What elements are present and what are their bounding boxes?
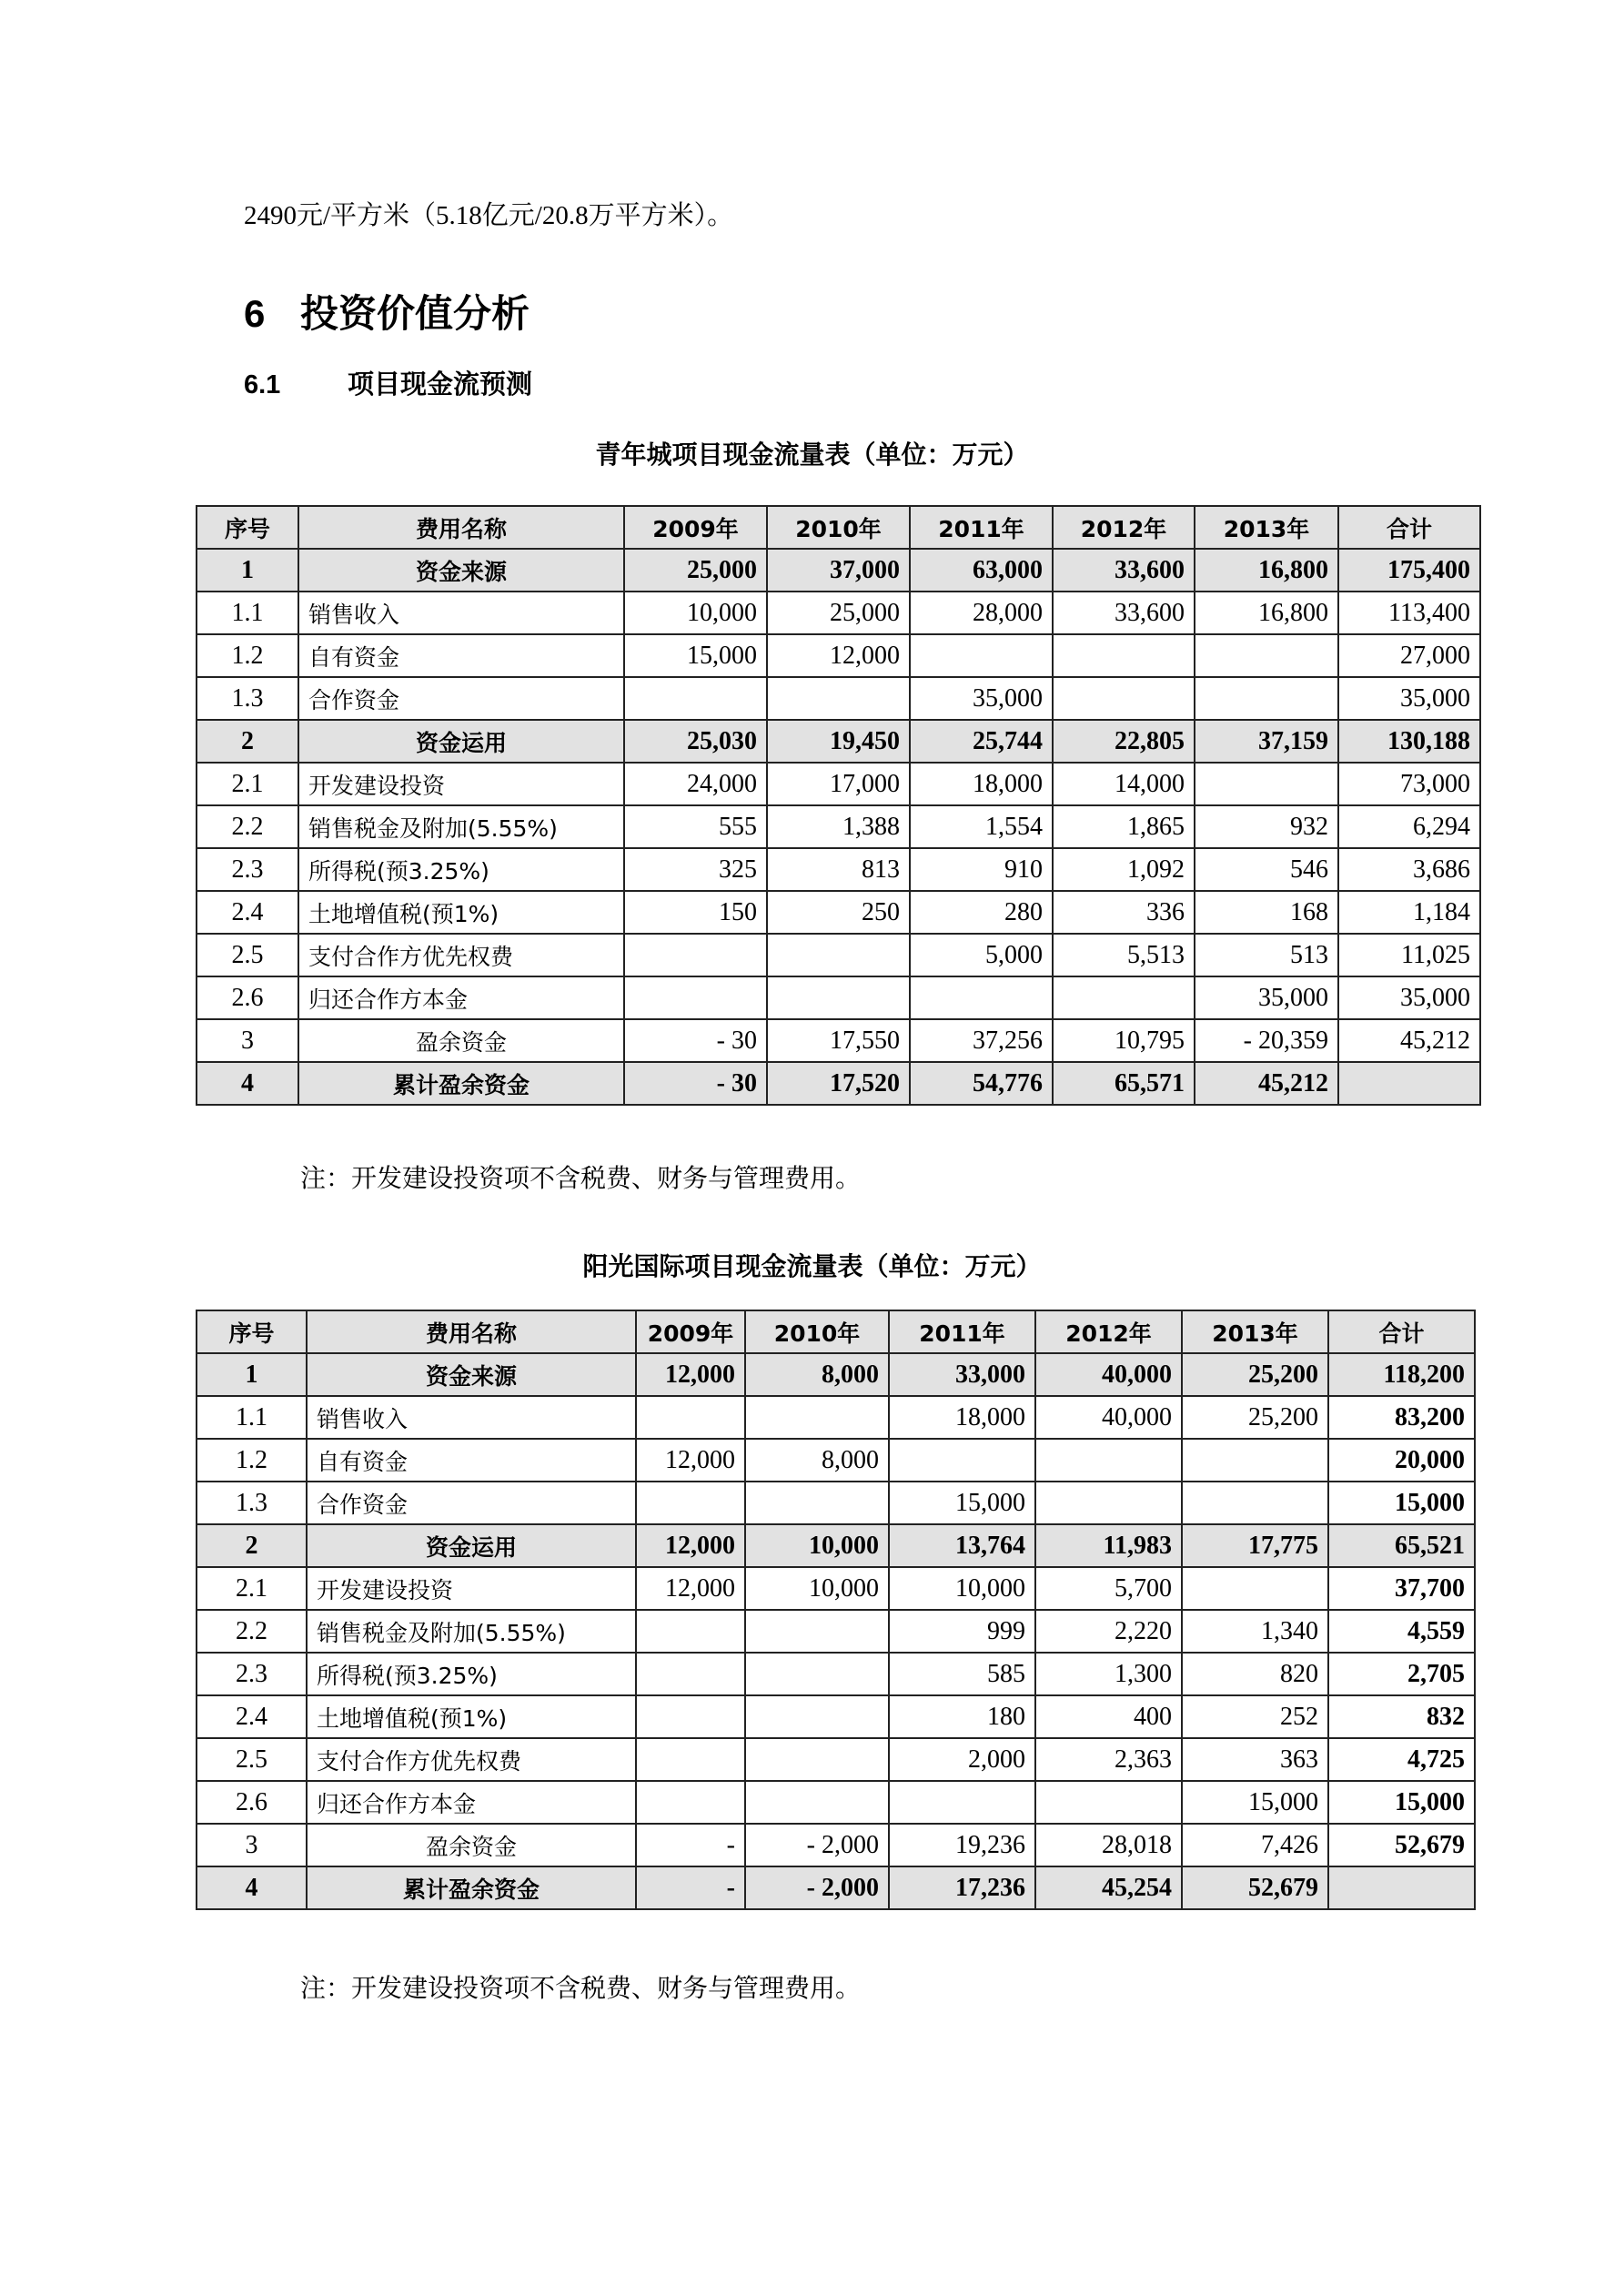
table-row (197, 549, 1480, 592)
value-cell (624, 976, 767, 1019)
item-name: 累计盈余资金 (298, 1062, 624, 1105)
value-cell: - 30 (624, 1062, 767, 1105)
item-name: 盈余资金 (307, 1824, 636, 1866)
row-number: 2 (197, 1524, 307, 1567)
value-cell: 999 (889, 1610, 1035, 1653)
row-number: 1.3 (197, 1482, 307, 1524)
value-cell: 4,559 (1328, 1610, 1475, 1653)
item-name: 所得税(预3.25%) (298, 848, 624, 891)
column-header: 费用名称 (298, 506, 624, 549)
value-cell: 3,686 (1338, 848, 1480, 891)
value-cell: 10,000 (889, 1567, 1035, 1610)
item-name: 合作资金 (307, 1482, 636, 1524)
column-header: 2011年 (889, 1310, 1035, 1353)
value-cell (889, 1439, 1035, 1482)
value-cell: 336 (1053, 891, 1195, 934)
row-number: 1.3 (197, 677, 298, 720)
value-cell: 932 (1195, 805, 1338, 848)
item-name: 销售收入 (307, 1396, 636, 1439)
value-cell: 15,000 (624, 634, 767, 677)
value-cell (636, 1695, 745, 1738)
value-cell: 10,795 (1053, 1019, 1195, 1062)
table-row (197, 1482, 1475, 1524)
column-header: 2010年 (767, 506, 910, 549)
row-number: 4 (197, 1062, 298, 1105)
table-row (197, 1524, 1475, 1567)
table-row (197, 1610, 1475, 1653)
value-cell: 1,554 (910, 805, 1053, 848)
value-cell: 73,000 (1338, 763, 1480, 805)
value-cell: 16,800 (1195, 549, 1338, 592)
value-cell (1182, 1567, 1328, 1610)
item-name: 资金来源 (307, 1353, 636, 1396)
row-number: 1 (197, 1353, 307, 1396)
row-number: 2.5 (197, 934, 298, 976)
value-cell: 5,513 (1053, 934, 1195, 976)
row-number: 2.3 (197, 1653, 307, 1695)
item-name: 销售收入 (298, 592, 624, 634)
value-cell: 2,000 (889, 1738, 1035, 1781)
table-row (197, 1824, 1475, 1866)
value-cell: 4,725 (1328, 1738, 1475, 1781)
value-cell: 8,000 (745, 1353, 889, 1396)
value-cell: 33,000 (889, 1353, 1035, 1396)
value-cell: 17,000 (767, 763, 910, 805)
value-cell (910, 976, 1053, 1019)
value-cell: - 2,000 (745, 1824, 889, 1866)
table-header-row (197, 1310, 1475, 1353)
item-name: 土地增值税(预1%) (307, 1695, 636, 1738)
item-name: 自有资金 (298, 634, 624, 677)
value-cell: 12,000 (636, 1524, 745, 1567)
column-header: 2013年 (1195, 506, 1338, 549)
value-cell: 35,000 (1338, 677, 1480, 720)
row-number: 2.1 (197, 1567, 307, 1610)
value-cell: 35,000 (1338, 976, 1480, 1019)
value-cell (745, 1653, 889, 1695)
value-cell: 15,000 (889, 1482, 1035, 1524)
row-number: 2.5 (197, 1738, 307, 1781)
table-row (197, 1567, 1475, 1610)
value-cell (1182, 1439, 1328, 1482)
value-cell (745, 1610, 889, 1653)
value-cell: 25,744 (910, 720, 1053, 763)
table-title-2: 阳光国际项目现金流量表（单位：万元） (582, 1251, 1042, 1281)
value-cell: 910 (910, 848, 1053, 891)
value-cell (745, 1781, 889, 1824)
value-cell: 5,700 (1035, 1567, 1182, 1610)
value-cell: 832 (1328, 1695, 1475, 1738)
value-cell (636, 1781, 745, 1824)
item-name: 土地增值税(预1%) (298, 891, 624, 934)
item-name: 所得税(预3.25%) (307, 1653, 636, 1695)
value-cell: 35,000 (910, 677, 1053, 720)
value-cell: 18,000 (910, 763, 1053, 805)
table-row (197, 720, 1480, 763)
value-cell: - 30 (624, 1019, 767, 1062)
cashflow-table-yangguangguoji (196, 1310, 1476, 1910)
value-cell: 25,200 (1182, 1396, 1328, 1439)
value-cell (1195, 763, 1338, 805)
value-cell (624, 934, 767, 976)
column-header: 序号 (197, 1310, 307, 1353)
row-number: 2.2 (197, 805, 298, 848)
row-number: 1.1 (197, 592, 298, 634)
column-header: 2011年 (910, 506, 1053, 549)
value-cell (745, 1695, 889, 1738)
value-cell: 54,776 (910, 1062, 1053, 1105)
table-row (197, 1353, 1475, 1396)
column-header: 费用名称 (307, 1310, 636, 1353)
section-title: 投资价值分析 (300, 291, 530, 336)
value-cell: 45,254 (1035, 1866, 1182, 1909)
item-name: 归还合作方本金 (307, 1781, 636, 1824)
table-row (197, 1738, 1475, 1781)
value-cell: 130,188 (1338, 720, 1480, 763)
value-cell (636, 1653, 745, 1695)
value-cell: - (636, 1824, 745, 1866)
value-cell: 19,236 (889, 1824, 1035, 1866)
value-cell (1035, 1781, 1182, 1824)
value-cell: 280 (910, 891, 1053, 934)
value-cell: 19,450 (767, 720, 910, 763)
item-name: 开发建设投资 (298, 763, 624, 805)
value-cell: 24,000 (624, 763, 767, 805)
value-cell: 25,200 (1182, 1353, 1328, 1396)
cashflow-table-qingniancheng (196, 505, 1481, 1106)
intro-line: 2490元/平方米（5.18亿元/20.8万平方米）。 (244, 201, 734, 230)
row-number: 2.3 (197, 848, 298, 891)
value-cell (636, 1482, 745, 1524)
value-cell: 250 (767, 891, 910, 934)
row-number: 4 (197, 1866, 307, 1909)
value-cell: 15,000 (1182, 1781, 1328, 1824)
section-number: 6 (244, 292, 266, 335)
value-cell: 363 (1182, 1738, 1328, 1781)
value-cell: 12,000 (767, 634, 910, 677)
value-cell (1035, 1439, 1182, 1482)
column-header: 2009年 (636, 1310, 745, 1353)
row-number: 2.1 (197, 763, 298, 805)
value-cell: 252 (1182, 1695, 1328, 1738)
item-name: 归还合作方本金 (298, 976, 624, 1019)
subsection-heading (244, 364, 532, 401)
value-cell (1338, 1062, 1480, 1105)
column-header: 2012年 (1035, 1310, 1182, 1353)
value-cell: 2,220 (1035, 1610, 1182, 1653)
value-cell: 12,000 (636, 1439, 745, 1482)
value-cell (745, 1482, 889, 1524)
value-cell: 28,018 (1035, 1824, 1182, 1866)
value-cell: - (636, 1866, 745, 1909)
value-cell (1195, 634, 1338, 677)
value-cell: - 2,000 (745, 1866, 889, 1909)
item-name: 资金运用 (298, 720, 624, 763)
value-cell: 11,983 (1035, 1524, 1182, 1567)
value-cell: 40,000 (1035, 1396, 1182, 1439)
value-cell: 17,236 (889, 1866, 1035, 1909)
value-cell: 1,388 (767, 805, 910, 848)
column-header: 2010年 (745, 1310, 889, 1353)
value-cell: 1,184 (1338, 891, 1480, 934)
value-cell: - 20,359 (1195, 1019, 1338, 1062)
item-name: 资金运用 (307, 1524, 636, 1567)
item-name: 盈余资金 (298, 1019, 624, 1062)
table-row (197, 805, 1480, 848)
table-row (197, 1439, 1475, 1482)
value-cell: 513 (1195, 934, 1338, 976)
table-row (197, 891, 1480, 934)
table-row (197, 1781, 1475, 1824)
value-cell: 45,212 (1195, 1062, 1338, 1105)
value-cell (767, 934, 910, 976)
value-cell (1195, 677, 1338, 720)
value-cell: 113,400 (1338, 592, 1480, 634)
value-cell: 33,600 (1053, 549, 1195, 592)
value-cell: 12,000 (636, 1567, 745, 1610)
value-cell: 28,000 (910, 592, 1053, 634)
table-header-row (197, 506, 1480, 549)
value-cell: 2,705 (1328, 1653, 1475, 1695)
value-cell: 585 (889, 1653, 1035, 1695)
table-row (197, 1019, 1480, 1062)
value-cell: 37,000 (767, 549, 910, 592)
column-header: 2009年 (624, 506, 767, 549)
value-cell: 180 (889, 1695, 1035, 1738)
row-number: 3 (197, 1824, 307, 1866)
value-cell: 25,000 (767, 592, 910, 634)
table-note-2: 注：开发建设投资项不含税费、财务与管理费用。 (300, 1975, 862, 2003)
value-cell: 52,679 (1328, 1824, 1475, 1866)
value-cell: 18,000 (889, 1396, 1035, 1439)
value-cell: 150 (624, 891, 767, 934)
table-row (197, 1062, 1480, 1105)
value-cell: 5,000 (910, 934, 1053, 976)
value-cell: 15,000 (1328, 1781, 1475, 1824)
value-cell: 25,030 (624, 720, 767, 763)
column-header: 序号 (197, 506, 298, 549)
value-cell: 17,775 (1182, 1524, 1328, 1567)
value-cell (767, 976, 910, 1019)
value-cell: 52,679 (1182, 1866, 1328, 1909)
table-title-1: 青年城项目现金流量表（单位：万元） (595, 440, 1029, 470)
value-cell: 175,400 (1338, 549, 1480, 592)
value-cell: 8,000 (745, 1439, 889, 1482)
table-row (197, 848, 1480, 891)
item-name: 累计盈余资金 (307, 1866, 636, 1909)
value-cell: 10,000 (745, 1567, 889, 1610)
table-row (197, 976, 1480, 1019)
value-cell: 37,700 (1328, 1567, 1475, 1610)
item-name: 销售税金及附加(5.55%) (307, 1610, 636, 1653)
value-cell: 1,340 (1182, 1610, 1328, 1653)
value-cell: 813 (767, 848, 910, 891)
value-cell: 17,550 (767, 1019, 910, 1062)
value-cell (1053, 677, 1195, 720)
value-cell: 10,000 (624, 592, 767, 634)
value-cell: 400 (1035, 1695, 1182, 1738)
row-number: 2.4 (197, 1695, 307, 1738)
value-cell (1053, 976, 1195, 1019)
row-number: 2.6 (197, 1781, 307, 1824)
value-cell (1182, 1482, 1328, 1524)
table-row (197, 763, 1480, 805)
value-cell (636, 1396, 745, 1439)
value-cell: 20,000 (1328, 1439, 1475, 1482)
table-row (197, 634, 1480, 677)
column-header: 合计 (1338, 506, 1480, 549)
row-number: 1.2 (197, 634, 298, 677)
value-cell (636, 1610, 745, 1653)
value-cell: 27,000 (1338, 634, 1480, 677)
value-cell: 1,865 (1053, 805, 1195, 848)
column-header: 2012年 (1053, 506, 1195, 549)
table-row (197, 1866, 1475, 1909)
value-cell (767, 677, 910, 720)
table-row (197, 1695, 1475, 1738)
item-name: 资金来源 (298, 549, 624, 592)
value-cell: 7,426 (1182, 1824, 1328, 1866)
section-heading (244, 284, 530, 339)
item-name: 支付合作方优先权费 (307, 1738, 636, 1781)
value-cell: 37,256 (910, 1019, 1053, 1062)
value-cell: 65,571 (1053, 1062, 1195, 1105)
value-cell (1035, 1482, 1182, 1524)
value-cell: 33,600 (1053, 592, 1195, 634)
row-number: 2 (197, 720, 298, 763)
subsection-number: 6.1 (244, 370, 281, 400)
item-name: 支付合作方优先权费 (298, 934, 624, 976)
value-cell: 325 (624, 848, 767, 891)
value-cell (745, 1738, 889, 1781)
value-cell: 15,000 (1328, 1482, 1475, 1524)
value-cell: 22,805 (1053, 720, 1195, 763)
item-name: 销售税金及附加(5.55%) (298, 805, 624, 848)
row-number: 3 (197, 1019, 298, 1062)
item-name: 开发建设投资 (307, 1567, 636, 1610)
value-cell: 11,025 (1338, 934, 1480, 976)
row-number: 1.2 (197, 1439, 307, 1482)
row-number: 2.6 (197, 976, 298, 1019)
value-cell: 2,363 (1035, 1738, 1182, 1781)
value-cell: 17,520 (767, 1062, 910, 1105)
value-cell: 35,000 (1195, 976, 1338, 1019)
value-cell: 63,000 (910, 549, 1053, 592)
row-number: 2.2 (197, 1610, 307, 1653)
value-cell: 820 (1182, 1653, 1328, 1695)
table-row (197, 592, 1480, 634)
value-cell: 118,200 (1328, 1353, 1475, 1396)
subsection-title: 项目现金流预测 (348, 369, 533, 400)
value-cell (1328, 1866, 1475, 1909)
table-row (197, 677, 1480, 720)
row-number: 1 (197, 549, 298, 592)
table-row (197, 1653, 1475, 1695)
row-number: 1.1 (197, 1396, 307, 1439)
value-cell: 13,764 (889, 1524, 1035, 1567)
item-name: 自有资金 (307, 1439, 636, 1482)
table-row (197, 1396, 1475, 1439)
value-cell: 6,294 (1338, 805, 1480, 848)
item-name: 合作资金 (298, 677, 624, 720)
value-cell: 12,000 (636, 1353, 745, 1396)
value-cell: 168 (1195, 891, 1338, 934)
value-cell: 1,092 (1053, 848, 1195, 891)
value-cell: 546 (1195, 848, 1338, 891)
column-header: 2013年 (1182, 1310, 1328, 1353)
column-header: 合计 (1328, 1310, 1475, 1353)
value-cell: 1,300 (1035, 1653, 1182, 1695)
row-number: 2.4 (197, 891, 298, 934)
table-row (197, 934, 1480, 976)
value-cell: 25,000 (624, 549, 767, 592)
value-cell: 37,159 (1195, 720, 1338, 763)
value-cell: 40,000 (1035, 1353, 1182, 1396)
value-cell (624, 677, 767, 720)
value-cell (636, 1738, 745, 1781)
value-cell: 14,000 (1053, 763, 1195, 805)
value-cell: 555 (624, 805, 767, 848)
value-cell: 45,212 (1338, 1019, 1480, 1062)
value-cell (889, 1781, 1035, 1824)
value-cell (745, 1396, 889, 1439)
value-cell: 16,800 (1195, 592, 1338, 634)
value-cell: 65,521 (1328, 1524, 1475, 1567)
value-cell (910, 634, 1053, 677)
value-cell (1053, 634, 1195, 677)
value-cell: 10,000 (745, 1524, 889, 1567)
table-note-1: 注：开发建设投资项不含税费、财务与管理费用。 (300, 1165, 862, 1193)
value-cell: 83,200 (1328, 1396, 1475, 1439)
